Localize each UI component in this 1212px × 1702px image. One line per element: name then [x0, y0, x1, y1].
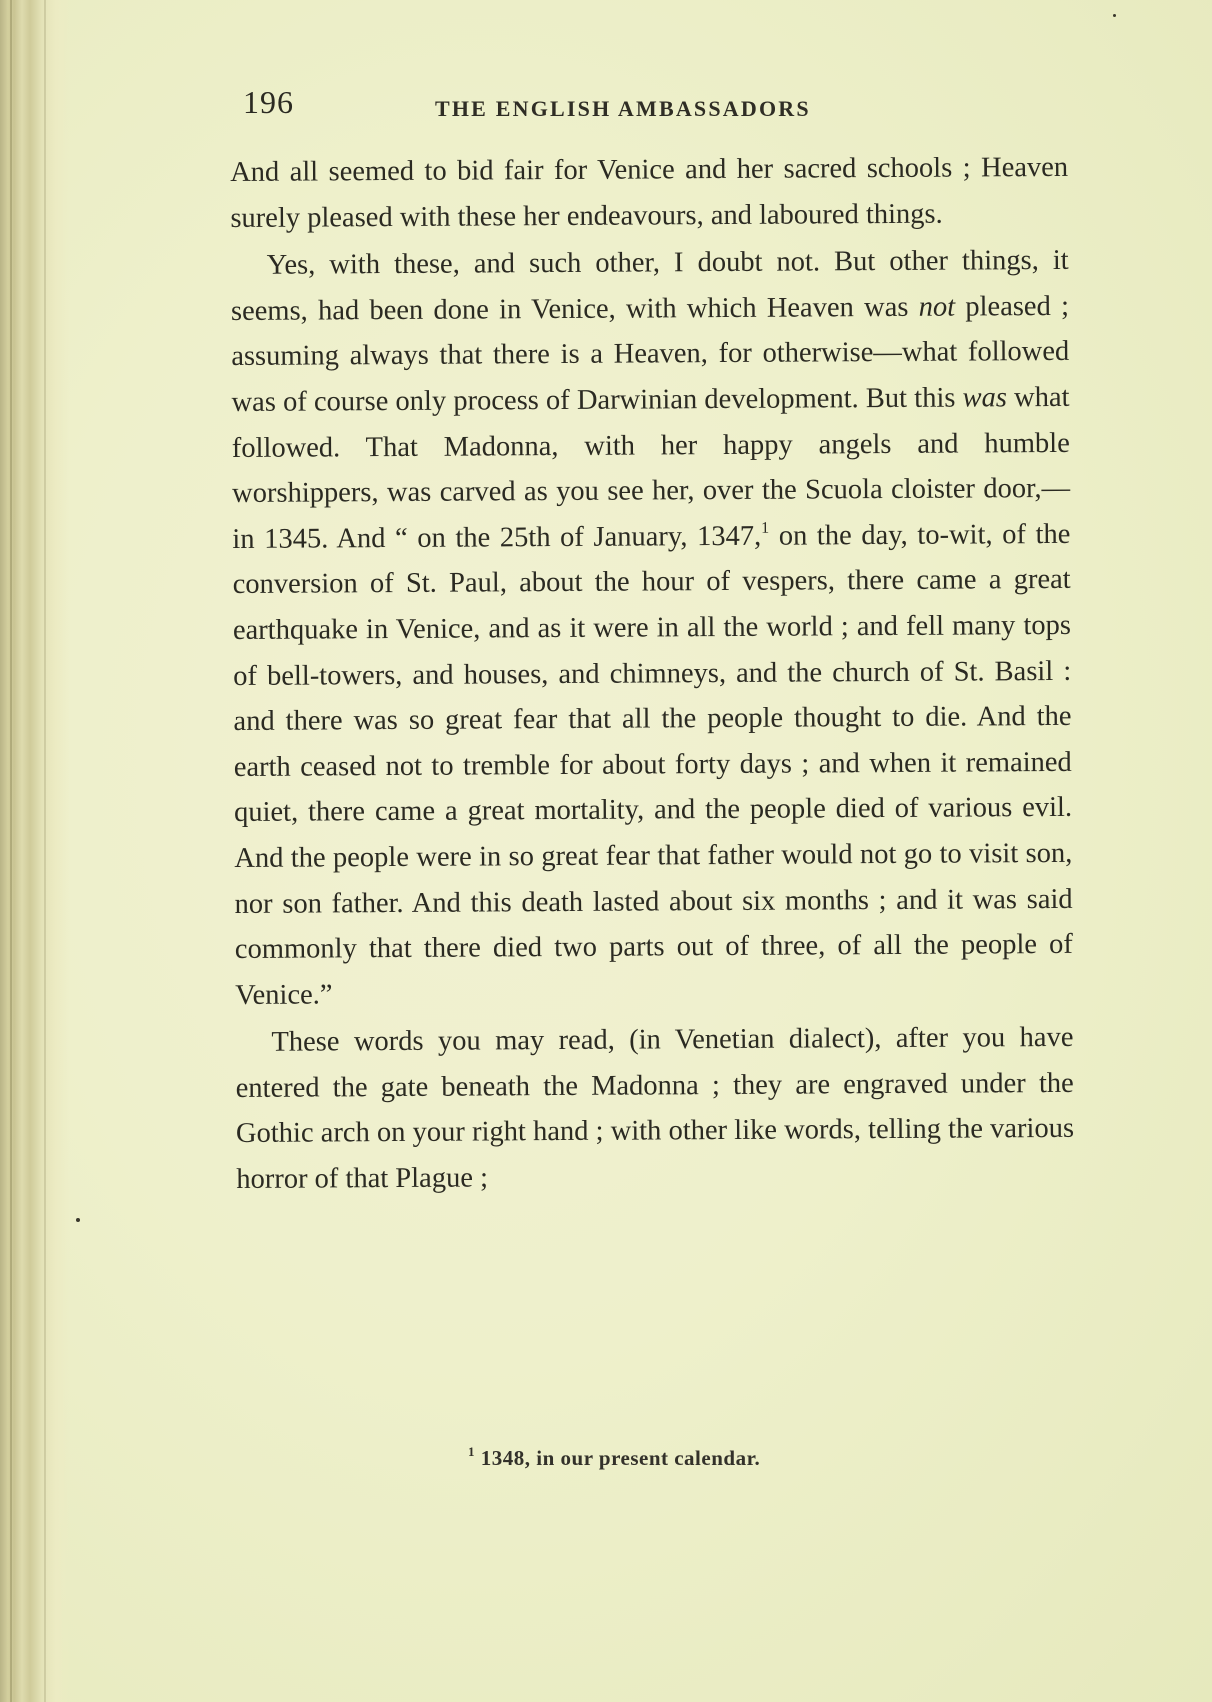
footnote	[468, 1446, 760, 1471]
body-text	[230, 145, 1074, 1203]
paper-speck	[1113, 14, 1116, 17]
gutter-line	[44, 0, 46, 1702]
paragraph: And all seemed to bid fair for Venice and her sacred schools ; Heaven surely pleased with these her endeavours, and laboured things.	[230, 151, 1069, 234]
page-header	[243, 84, 883, 132]
footnote-marker: 1	[468, 1444, 475, 1459]
paragraph: Yes, with these, and such other, I doubt not. But other things, it seems, had been done in Venice, with which Heaven was not pleased ; assuming always that there is a Heaven, for otherwise—what followed was of course only process of Darwinian development. But this was what followed. That Madonna, with her happy angels and humble worshippers, was carved as you see her, over the Scuola cloister door,—in 1345. And “ on the 25th of January, 1347,$^1$ on the day, to-wit, of the conversion of St. Paul, about the hour of vespers, there came a great earthquake in Venice, and as it were in all the world ; and fell many tops of bell-towers, and houses, and chimneys, and the church of St. Basil : and there was so great fear that all the people thought to die. And the earth ceased not to tremble for about forty days ; and when it remained quiet, there came a great mortality, and the people died of various evil. And the people were in so great fear that father would not go to visit son, nor son father. And this death lasted about six months ; and it was said commonly that there died two parts out of three, of all the people of Venice.”	[230, 245, 1073, 1011]
gutter-line	[10, 0, 12, 1702]
paper-speck	[76, 1218, 80, 1222]
page-number: 196	[243, 84, 294, 120]
running-head: THE ENGLISH AMBASSADORS	[435, 96, 811, 121]
footnote-text: 1348, in our present calendar.	[480, 1446, 761, 1470]
paragraph: These words you may read, (in Venetian dialect), after you have entered the gate beneath the Madonna ; they are engraved under the Gothic arch on your right hand ; with other like words, telling the various horror of that Plague ;	[235, 1022, 1075, 1196]
footnote-ref: 1	[761, 519, 770, 537]
